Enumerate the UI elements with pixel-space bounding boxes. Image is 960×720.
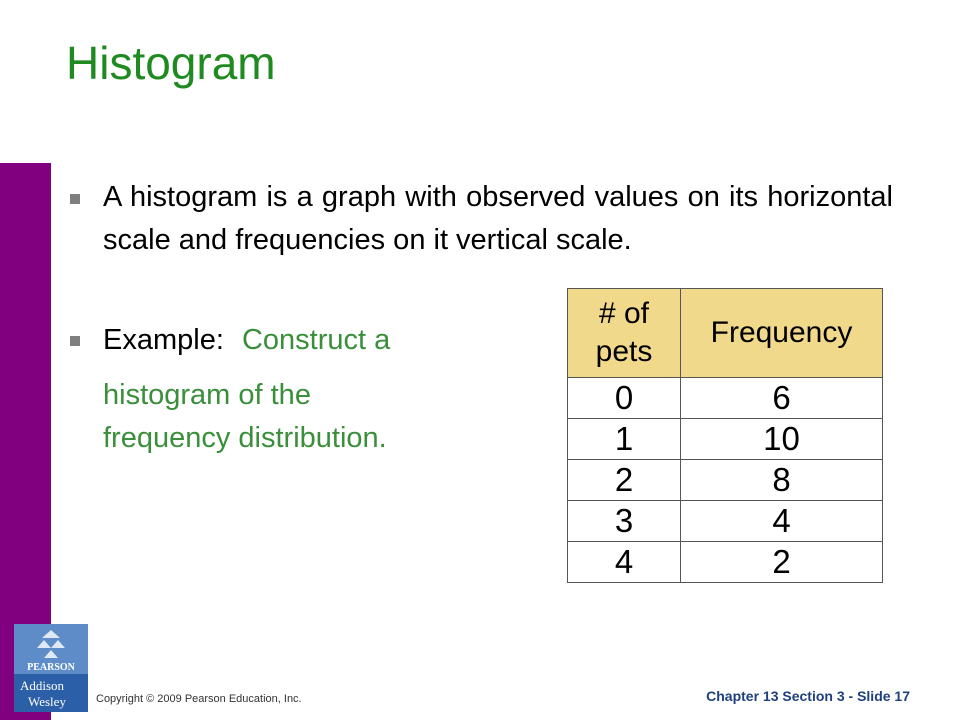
pearson-addison-wesley-logo <box>14 624 88 712</box>
logo-pearson-text: PEARSON <box>27 662 75 673</box>
table-header-frequency: Frequency <box>681 289 883 378</box>
table-cell-frequency: 10 <box>681 419 883 460</box>
table-row <box>568 501 883 542</box>
table-cell-frequency: 4 <box>681 501 883 542</box>
table-cell-frequency: 8 <box>681 460 883 501</box>
bullet-text-definition: A histogram is a graph with observed values on its horizontal scale and frequencies on it vertical scale. <box>103 181 893 256</box>
example-continuation <box>103 374 387 460</box>
table-cell-pets: 1 <box>568 419 681 460</box>
table-cell-pets: 3 <box>568 501 681 542</box>
bullet-marker <box>70 194 80 204</box>
logo-wesley-text: Wesley <box>28 694 66 709</box>
example-line-2: frequency distribution. <box>103 422 387 454</box>
table-cell-pets: 4 <box>568 542 681 583</box>
bullet-text-example <box>103 319 390 362</box>
table-row <box>568 460 883 501</box>
copyright-text: Copyright © 2009 Pearson Education, Inc. <box>96 693 302 705</box>
bullet-marker <box>70 336 80 346</box>
slide-number: Chapter 13 Section 3 - Slide 17 <box>706 688 910 704</box>
table-row <box>568 542 883 583</box>
table-cell-frequency: 2 <box>681 542 883 583</box>
example-label: Example: <box>103 324 224 356</box>
slide-title: Histogram <box>66 37 276 89</box>
frequency-table <box>567 288 883 583</box>
example-line-1: histogram of the <box>103 379 311 411</box>
table-cell-pets: 0 <box>568 378 681 419</box>
table-cell-pets: 2 <box>568 460 681 501</box>
example-instruction: Construct a <box>241 324 391 356</box>
table-cell-frequency: 6 <box>681 378 883 419</box>
logo-addison-text: Addison <box>20 678 65 693</box>
table-header-pets: # of pets <box>568 289 681 378</box>
table-row <box>568 378 883 419</box>
table-row <box>568 419 883 460</box>
